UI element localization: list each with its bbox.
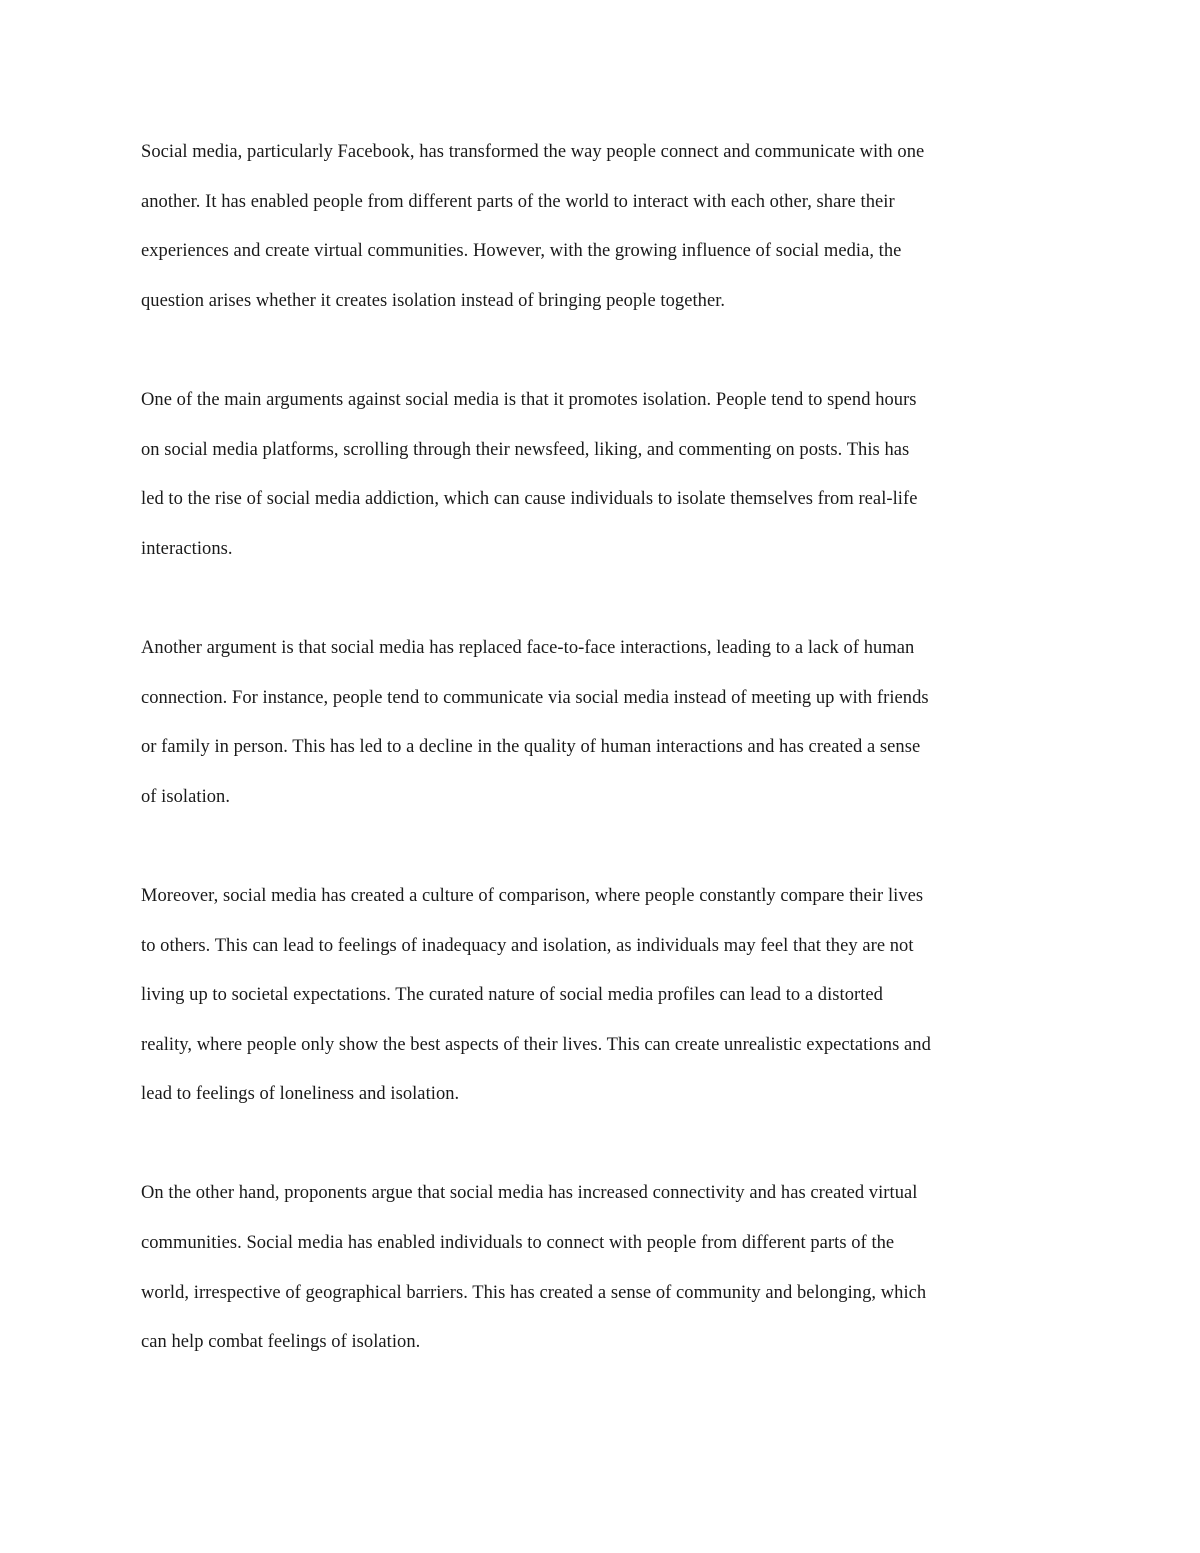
paragraph-4 xyxy=(141,872,1071,1120)
paragraph-line: Another argument is that social media has replaced face-to-face interactions, leading to a lack of human xyxy=(141,637,915,658)
document-body xyxy=(141,128,1071,1417)
paragraph-line: can help combat feelings of isolation. xyxy=(141,1332,421,1353)
paragraph-line: communities. Social media has enabled individuals to connect with people from different parts of the xyxy=(141,1233,895,1254)
paragraph-1 xyxy=(141,128,1071,326)
paragraph-line: experiences and create virtual communities. However, with the growing influence of social media, the xyxy=(141,241,902,262)
paragraph-line: question arises whether it creates isolation instead of bringing people together. xyxy=(141,290,726,311)
paragraph-line: reality, where people only show the best aspects of their lives. This can create unrealistic expectations and xyxy=(141,1034,931,1055)
paragraph-line: to others. This can lead to feelings of inadequacy and isolation, as individuals may feel that they are not xyxy=(141,935,914,956)
paragraph-line: or family in person. This has led to a decline in the quality of human interactions and has created a sense xyxy=(141,737,921,758)
paragraph-line: another. It has enabled people from different parts of the world to interact with each other, share their xyxy=(141,191,895,212)
paragraph-line: One of the main arguments against social media is that it promotes isolation. People tend to spend hours xyxy=(141,389,917,410)
paragraph-line: led to the rise of social media addiction, which can cause individuals to isolate themselves from real-life xyxy=(141,489,918,510)
paragraph-line: connection. For instance, people tend to communicate via social media instead of meeting up with friends xyxy=(141,687,929,708)
paragraph-line: of isolation. xyxy=(141,786,231,807)
paragraph-line: living up to societal expectations. The curated nature of social media profiles can lead to a distorted xyxy=(141,985,883,1006)
paragraph-line: Social media, particularly Facebook, has transformed the way people connect and communicate with one xyxy=(141,142,925,162)
paragraph-5 xyxy=(141,1169,1071,1367)
paragraph-line: lead to feelings of loneliness and isolation. xyxy=(141,1084,460,1105)
paragraph-line: on social media platforms, scrolling through their newsfeed, liking, and commenting on posts. This has xyxy=(141,439,910,460)
paragraph-line: interactions. xyxy=(141,538,233,559)
paragraph-3 xyxy=(141,624,1071,822)
paragraph-line: Moreover, social media has created a culture of comparison, where people constantly compare their lives xyxy=(141,885,924,906)
paragraph-2 xyxy=(141,376,1071,574)
paragraph-line: world, irrespective of geographical barriers. This has created a sense of community and belonging, which xyxy=(141,1282,927,1303)
paragraph-line: On the other hand, proponents argue that social media has increased connectivity and has created virtual xyxy=(141,1183,918,1204)
